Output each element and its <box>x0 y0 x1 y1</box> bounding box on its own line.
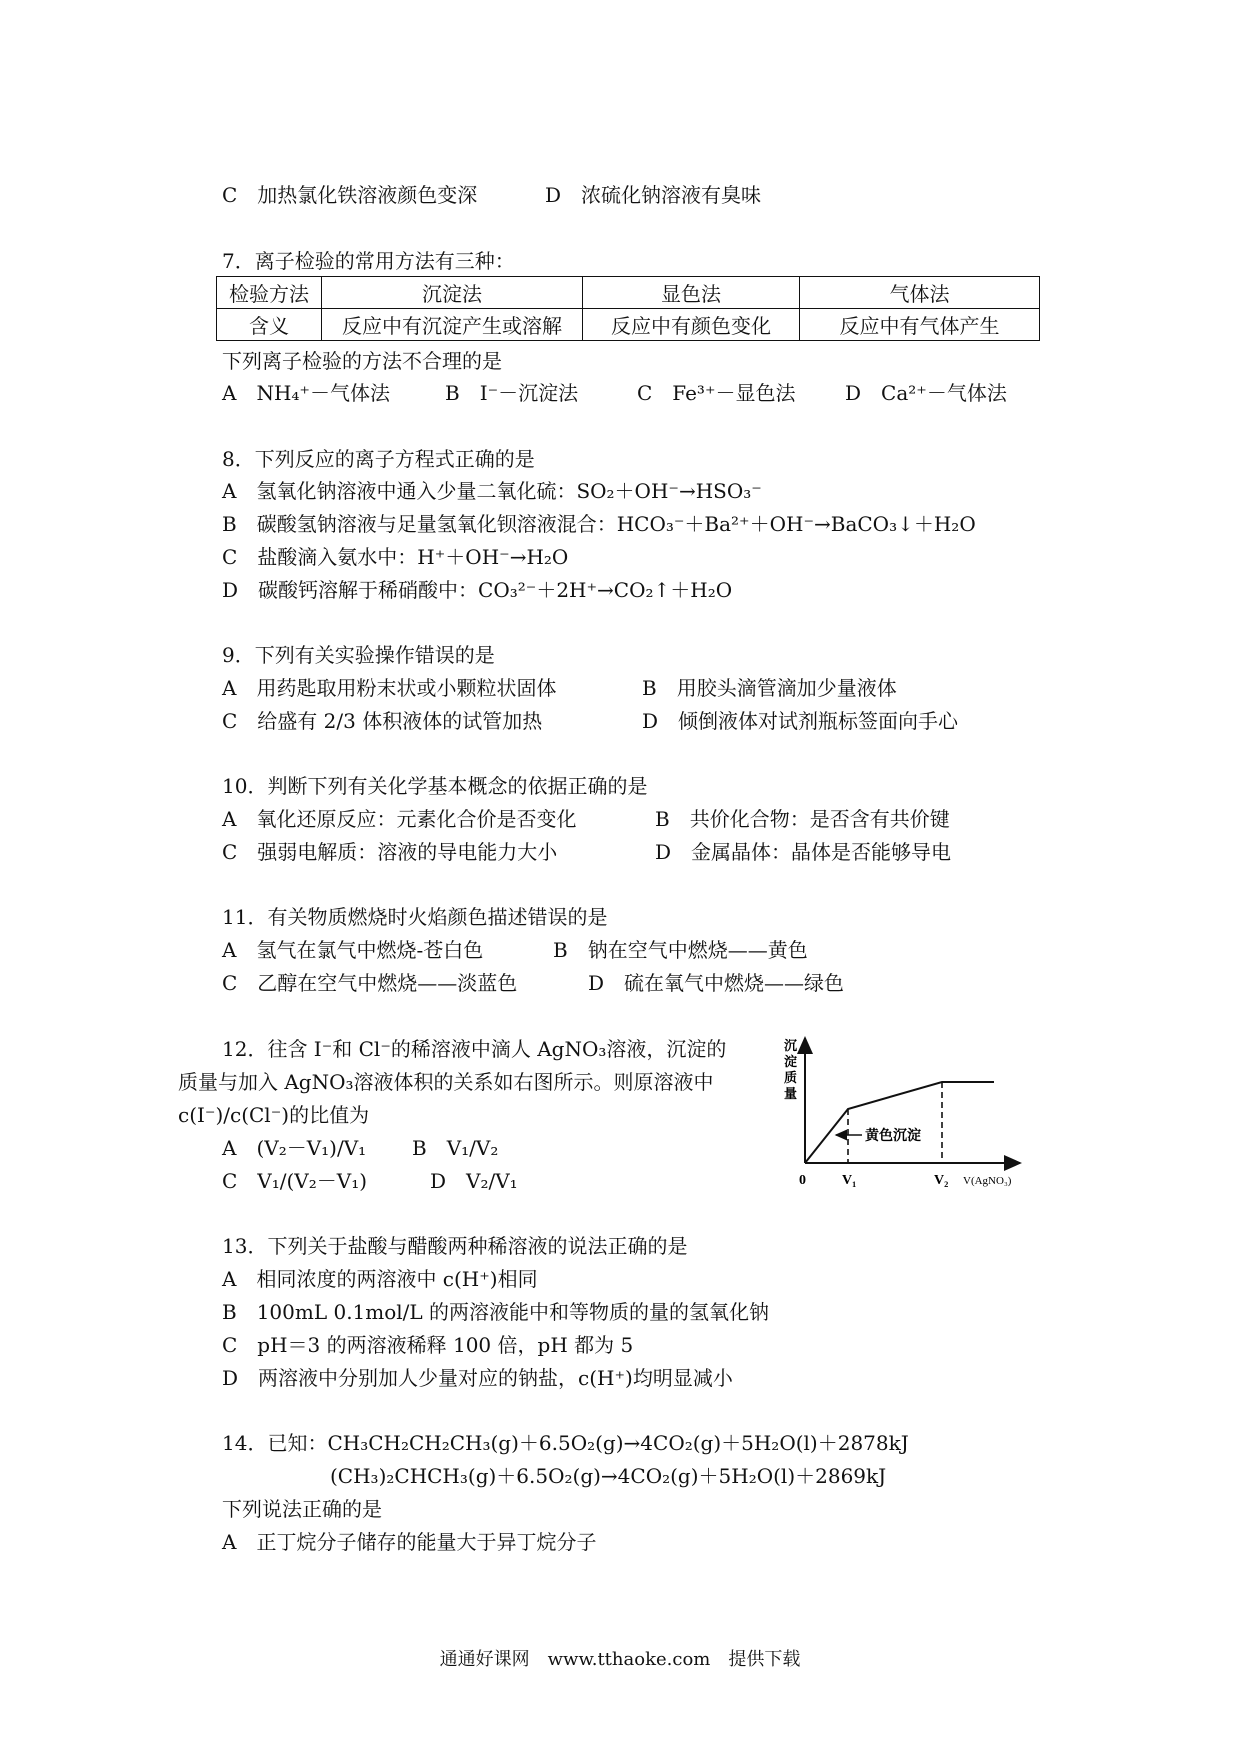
table-row <box>217 309 1040 341</box>
table-cell: 显色法 <box>583 277 800 309</box>
option-a: A NH₄⁺－气体法 <box>222 381 390 405</box>
option-c: C 乙醇在空气中燃烧——淡蓝色 <box>222 971 518 995</box>
table-cell: 检验方法 <box>217 277 322 309</box>
option-c: C 给盛有 2/3 体积液体的试管加热 <box>222 709 543 733</box>
option-a: A 氧化还原反应：元素化合价是否变化 <box>222 807 577 831</box>
methods-table <box>216 276 1040 341</box>
table-cell: 气体法 <box>800 277 1040 309</box>
option-c: C 强弱电解质：溶液的导电能力大小 <box>222 840 558 864</box>
option-d: D Ca²⁺－气体法 <box>845 381 1007 405</box>
question-14-line: (CH₃)₂CHCH₃(g)＋6.5O₂(g)→4CO₂(g)＋5H₂O(l)＋2869kJ <box>330 1464 887 1488</box>
y-axis-label: 沉 <box>784 1038 798 1053</box>
question-7-prompt: 下列离子检验的方法不合理的是 <box>222 349 502 373</box>
option-b: B 100mL 0.1mol/L 的两溶液能中和等物质的量的氢氧化钠 <box>222 1300 770 1324</box>
option-a: A 氢气在氯气中燃烧-苍白色 <box>222 938 484 962</box>
option-c: C pH＝3 的两溶液稀释 100 倍，pH 都为 5 <box>222 1333 634 1357</box>
option-c: C 盐酸滴入氨水中：H⁺＋OH⁻→H₂O <box>222 545 569 569</box>
option-b: B 碳酸氢钠溶液与足量氢氧化钡溶液混合：HCO₃⁻＋Ba²⁺＋OH⁻→BaCO₃↓＋H₂O <box>222 512 976 536</box>
option-d: D V₂/V₁ <box>430 1169 518 1193</box>
option-b: B 共价化合物：是否含有共价键 <box>655 807 950 831</box>
question-14-prompt: 下列说法正确的是 <box>222 1497 382 1521</box>
question-8-stem: 8．下列反应的离子方程式正确的是 <box>222 447 535 471</box>
question-12-line: 质量与加入 AgNO₃溶液体积的关系如右图所示。则原溶液中 <box>178 1070 714 1094</box>
option-d: D 硫在氧气中燃烧——绿色 <box>588 971 845 995</box>
option-b: B 用胶头滴管滴加少量液体 <box>642 676 897 700</box>
question-10-stem: 10．判断下列有关化学基本概念的依据正确的是 <box>222 774 648 798</box>
option-d: D 浓硫化钠溶液有臭味 <box>545 183 762 207</box>
page-footer: 通通好课网 www.tthaoke.com 提供下载 <box>439 1649 801 1670</box>
table-cell: 反应中有气体产生 <box>800 309 1040 341</box>
origin-label: 0 <box>799 1173 806 1188</box>
option-a: A 正丁烷分子储存的能量大于异丁烷分子 <box>222 1530 597 1554</box>
question-9-stem: 9．下列有关实验操作错误的是 <box>222 643 495 667</box>
option-a: A 氢氧化钠溶液中通入少量二氧化硫：SO₂＋OH⁻→HSO₃⁻ <box>222 479 762 503</box>
y-axis-label: 量 <box>784 1086 798 1101</box>
x-axis-label: V(AgNO₃) <box>963 1175 1012 1187</box>
option-b: B 钠在空气中燃烧——黄色 <box>553 938 808 962</box>
option-b: B I⁻－沉淀法 <box>445 381 579 405</box>
y-axis-label: 淀 <box>784 1054 798 1069</box>
option-a: A (V₂－V₁)/V₁ <box>222 1136 367 1160</box>
precipitate-graph <box>770 1030 1030 1190</box>
option-c: C Fe³⁺－显色法 <box>637 381 796 405</box>
option-c: C 加热氯化铁溶液颜色变深 <box>222 183 478 207</box>
question-7-stem: 7．离子检验的常用方法有三种： <box>222 249 515 273</box>
option-d: D 金属晶体：晶体是否能够导电 <box>655 840 952 864</box>
option-d: D 碳酸钙溶解于稀硝酸中：CO₃²⁻＋2H⁺→CO₂↑＋H₂O <box>222 578 733 602</box>
y-axis-label: 质 <box>784 1070 798 1085</box>
table-header-row <box>217 277 1040 309</box>
table-cell: 沉淀法 <box>322 277 583 309</box>
question-11-stem: 11．有关物质燃烧时火焰颜色描述错误的是 <box>222 905 608 929</box>
option-d: D 倾倒液体对试剂瓶标签面向手心 <box>642 709 959 733</box>
option-b: B V₁/V₂ <box>412 1136 499 1160</box>
annotation-label: 黄色沉淀 <box>865 1129 921 1144</box>
question-12-line: 12．往含 I⁻和 Cl⁻的稀溶液中滴人 AgNO₃溶液，沉淀的 <box>222 1037 727 1061</box>
table-cell: 反应中有沉淀产生或溶解 <box>322 309 583 341</box>
question-12-line: c(I⁻)/c(Cl⁻)的比值为 <box>178 1103 370 1127</box>
v2-label: V₂ <box>934 1173 949 1188</box>
table-cell: 含义 <box>217 309 322 341</box>
option-a: A 相同浓度的两溶液中 c(H⁺)相同 <box>222 1267 538 1291</box>
table-cell: 反应中有颜色变化 <box>583 309 800 341</box>
v1-label: V₁ <box>842 1173 857 1188</box>
option-a: A 用药匙取用粉末状或小颗粒状固体 <box>222 676 557 700</box>
question-14-line: 14．已知：CH₃CH₂CH₂CH₃(g)＋6.5O₂(g)→4CO₂(g)＋5H₂O(l)＋2878kJ <box>222 1431 909 1455</box>
question-13-stem: 13．下列关于盐酸与醋酸两种稀溶液的说法正确的是 <box>222 1234 688 1258</box>
option-d: D 两溶液中分别加人少量对应的钠盐，c(H⁺)均明显减小 <box>222 1366 733 1390</box>
option-c: C V₁/(V₂－V₁) <box>222 1169 368 1193</box>
precipitate-curve <box>805 1082 994 1163</box>
